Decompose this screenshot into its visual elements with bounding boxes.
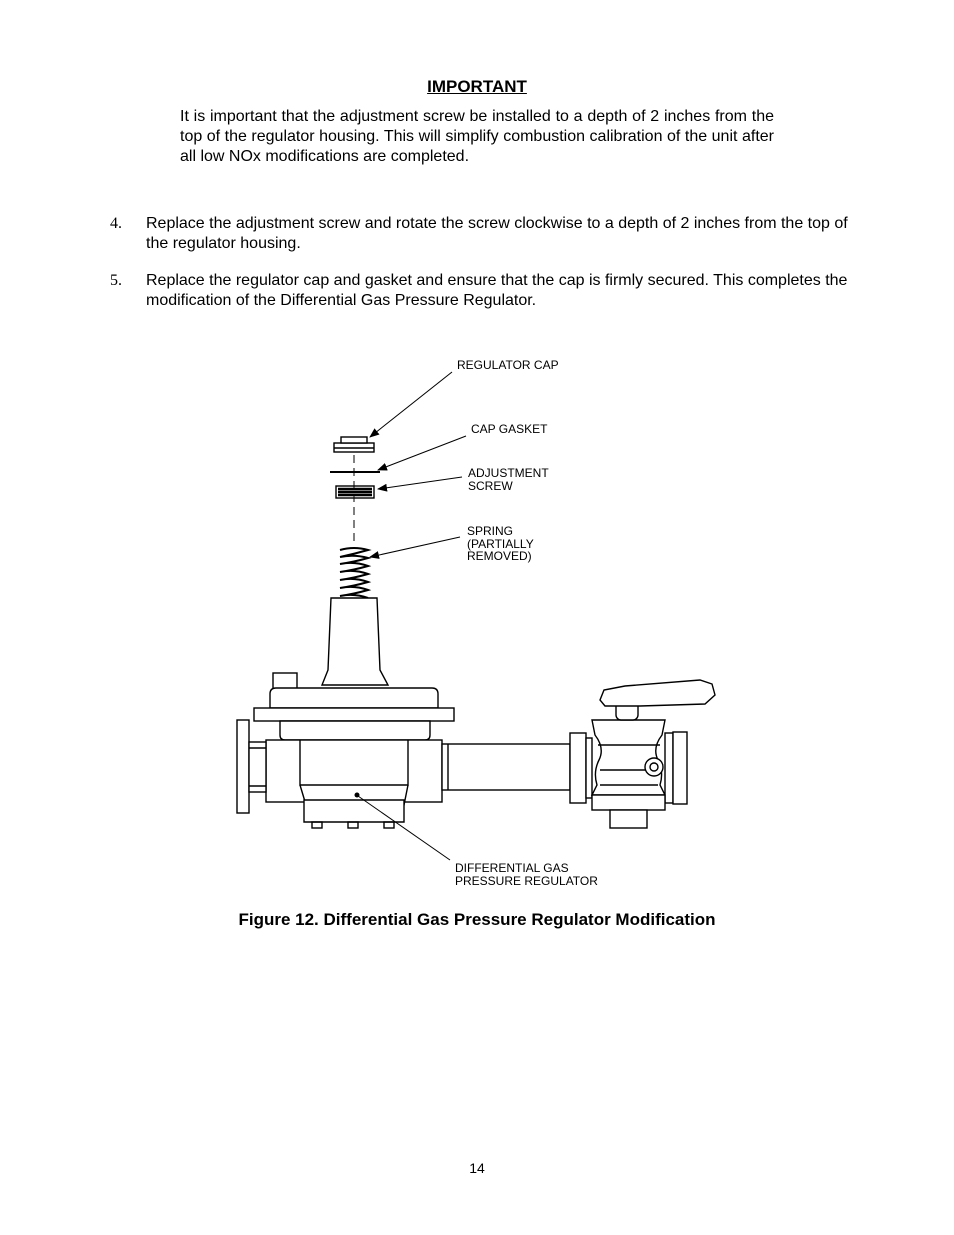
leader-dot <box>355 793 360 798</box>
spring-part <box>340 548 368 598</box>
label-cap-gasket: CAP GASKET <box>471 422 548 436</box>
leader-cap-gasket <box>378 436 466 470</box>
label-line: SPRING <box>467 524 514 538</box>
step-text: Replace the adjustment screw and rotate the screw clockwise to a depth of 2 inches from the top of the regulator housing. <box>146 215 848 252</box>
leader-spring <box>370 537 460 557</box>
right-flange <box>673 732 687 804</box>
adjustment-screw-part <box>336 486 374 498</box>
regulator-body <box>266 740 442 802</box>
step-number: 5. <box>110 272 122 289</box>
leader-adjustment-screw <box>378 477 462 489</box>
outlet-pipe <box>442 744 570 790</box>
spring-housing <box>322 598 388 685</box>
label-differential-regulator <box>455 862 598 887</box>
label-adjustment-screw <box>468 467 549 492</box>
label-spring <box>467 525 534 563</box>
step-number: 4. <box>110 215 122 232</box>
important-note: It is important that the adjustment screw be installed to a depth of 2 inches from the top of the regulator housing. This will simplify combustion calibration of the unit after all low NOx modifications are completed. <box>180 108 774 165</box>
figure-caption: Figure 12. Differential Gas Pressure Regulator Modification <box>238 910 716 929</box>
label-line: ADJUSTMENT <box>468 466 549 480</box>
label-line: SCREW <box>468 478 513 493</box>
flange-plate <box>254 708 454 721</box>
leader-regulator-cap <box>370 372 452 437</box>
label-line: REMOVED) <box>467 549 532 563</box>
left-flange <box>237 720 249 813</box>
label-line: (PARTIALLY <box>467 536 534 551</box>
regulator-base <box>304 800 404 822</box>
regulator-cap-part <box>334 437 374 452</box>
label-regulator-cap: REGULATOR CAP <box>457 358 559 372</box>
label-line: DIFFERENTIAL GAS <box>455 861 569 875</box>
important-heading: IMPORTANT <box>427 77 527 96</box>
valve-handle <box>600 680 715 706</box>
page-number: 14 <box>469 1160 485 1176</box>
step-text: Replace the regulator cap and gasket and ensure that the cap is firmly secured. This completes the modification of the Differential Gas Pressure Regulator. <box>146 272 848 309</box>
label-line: PRESSURE REGULATOR <box>455 873 598 888</box>
diaphragm-housing <box>270 688 438 708</box>
